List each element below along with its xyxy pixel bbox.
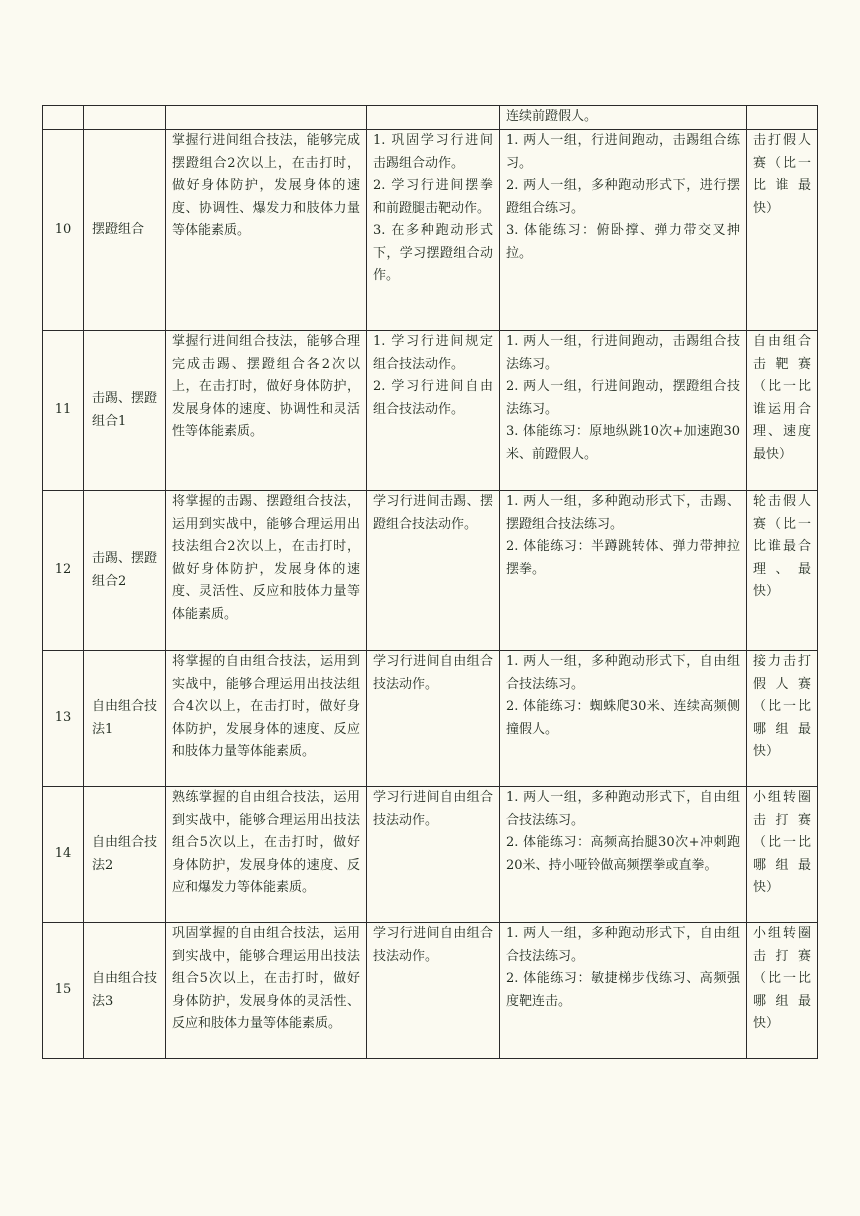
lesson-key-cell xyxy=(367,130,500,331)
lesson-name-cell: 自由组合技法3 xyxy=(84,923,166,1059)
lesson-key-cell xyxy=(367,106,500,130)
lesson-game-cell: 小组转圈击打赛（比一比哪组最快） xyxy=(747,787,818,923)
table-row xyxy=(43,106,818,130)
lesson-number-cell: 15 xyxy=(43,923,84,1059)
key-item: 学习行进间击踢、摆蹬组合技法动作。 xyxy=(373,494,493,532)
lesson-name-cell: 自由组合技法1 xyxy=(84,651,166,787)
lesson-practice-cell xyxy=(500,787,747,923)
practice-item: 2. 两人一组，行进间跑动，摆蹬组合技法练习。 xyxy=(506,379,740,417)
lesson-game-cell: 自由组合击靶赛（比一比谁运用合理、速度最快） xyxy=(747,331,818,491)
practice-item: 3. 体能练习：俯卧撑、弹力带交叉抻拉。 xyxy=(506,223,740,261)
lesson-goal-cell: 巩固掌握的自由组合技法，运用到实战中，能够合理运用出技法组合5次以上，在击打时，做好身体防护，发展身体的灵活性、反应和肢体力量等体能素质。 xyxy=(166,923,367,1059)
lesson-name-cell: 摆蹬组合 xyxy=(84,130,166,331)
lesson-name-cell: 击踢、摆蹬组合2 xyxy=(84,491,166,651)
practice-item: 2. 体能练习：蜘蛛爬30米、连续高频侧撞假人。 xyxy=(506,699,740,737)
lesson-number-cell: 10 xyxy=(43,130,84,331)
table-row xyxy=(43,923,818,1059)
lesson-game-cell: 击打假人赛（比一比谁最快） xyxy=(747,130,818,331)
practice-item: 连续前蹬假人。 xyxy=(506,109,598,124)
practice-item: 1. 两人一组，多种跑动形式下，击踢、摆蹬组合技法练习。 xyxy=(506,494,740,532)
lesson-name-cell: 自由组合技法2 xyxy=(84,787,166,923)
key-item: 学习行进间自由组合技法动作。 xyxy=(373,654,493,692)
lesson-key-cell xyxy=(367,331,500,491)
lesson-goal-cell: 将掌握的击踢、摆蹬组合技法，运用到实战中，能够合理运用出技法组合2次以上，在击打时，做好身体防护，发展身体的速度、灵活性、反应和肢体力量等体能素质。 xyxy=(166,491,367,651)
practice-item: 1. 两人一组，行进间跑动，击踢组合技法练习。 xyxy=(506,334,740,372)
practice-item: 2. 体能练习：高频高抬腿30次+冲刺跑20米、持小哑铃做高频摆拳或直拳。 xyxy=(506,835,740,873)
practice-item: 1. 两人一组，多种跑动形式下，自由组合技法练习。 xyxy=(506,790,740,828)
table-row xyxy=(43,130,818,331)
practice-item: 1. 两人一组，多种跑动形式下，自由组合技法练习。 xyxy=(506,654,740,692)
lesson-game-cell xyxy=(747,106,818,130)
lesson-number-cell: 14 xyxy=(43,787,84,923)
practice-item: 3. 体能练习：原地纵跳10次+加速跑30米、前蹬假人。 xyxy=(506,424,740,462)
lesson-game-cell: 轮击假人赛（比一比谁最合理、最快） xyxy=(747,491,818,651)
table-row xyxy=(43,787,818,923)
lesson-number-cell: 12 xyxy=(43,491,84,651)
lesson-key-cell xyxy=(367,491,500,651)
key-item: 1. 学习行进间规定组合技法动作。 xyxy=(373,334,493,372)
lesson-key-cell xyxy=(367,787,500,923)
lesson-goal-cell xyxy=(166,106,367,130)
key-item: 2. 学习行进间摆拳和前蹬腿击靶动作。 xyxy=(373,178,493,216)
lesson-goal-cell: 熟练掌握的自由组合技法，运用到实战中，能够合理运用出技法组合5次以上，在击打时，做好身体防护，发展身体的速度、反应和爆发力等体能素质。 xyxy=(166,787,367,923)
practice-item: 1. 两人一组，多种跑动形式下，自由组合技法练习。 xyxy=(506,926,740,964)
key-item: 3. 在多种跑动形式下，学习摆蹬组合动作。 xyxy=(373,223,493,283)
practice-item: 2. 体能练习：敏捷梯步伐练习、高频强度靶连击。 xyxy=(506,971,740,1009)
lesson-practice-cell xyxy=(500,130,747,331)
lesson-goal-cell: 将掌握的自由组合技法，运用到实战中，能够合理运用出技法组合4次以上，在击打时，做好身体防护，发展身体的速度、反应和肢体力量等体能素质。 xyxy=(166,651,367,787)
key-item: 学习行进间自由组合技法动作。 xyxy=(373,926,493,964)
table-row xyxy=(43,651,818,787)
table-row xyxy=(43,491,818,651)
lesson-number-cell xyxy=(43,106,84,130)
table-row xyxy=(43,331,818,491)
practice-item: 2. 体能练习：半蹲跳转体、弹力带抻拉摆拳。 xyxy=(506,539,740,577)
lesson-key-cell xyxy=(367,651,500,787)
key-item: 学习行进间自由组合技法动作。 xyxy=(373,790,493,828)
practice-item: 2. 两人一组，多种跑动形式下，进行摆蹬组合练习。 xyxy=(506,178,740,216)
lesson-number-cell: 11 xyxy=(43,331,84,491)
lesson-practice-cell xyxy=(500,651,747,787)
practice-item: 1. 两人一组，行进间跑动，击踢组合练习。 xyxy=(506,133,740,171)
lesson-game-cell: 小组转圈击打赛（比一比哪组最快） xyxy=(747,923,818,1059)
lesson-key-cell xyxy=(367,923,500,1059)
lesson-goal-cell: 掌握行进间组合技法，能够完成摆蹬组合2次以上，在击打时，做好身体防护，发展身体的速度、协调性、爆发力和肢体力量等体能素质。 xyxy=(166,130,367,331)
lesson-game-cell: 接力击打假人赛（比一比哪组最快） xyxy=(747,651,818,787)
key-item: 1. 巩固学习行进间击踢组合动作。 xyxy=(373,133,493,171)
lesson-practice-cell xyxy=(500,923,747,1059)
lesson-practice-cell xyxy=(500,491,747,651)
key-item: 2. 学习行进间自由组合技法动作。 xyxy=(373,379,493,417)
lesson-name-cell: 击踢、摆蹬组合1 xyxy=(84,331,166,491)
lesson-name-cell xyxy=(84,106,166,130)
lesson-plan-table xyxy=(42,105,818,1059)
lesson-practice-cell xyxy=(500,331,747,491)
lesson-number-cell: 13 xyxy=(43,651,84,787)
lesson-goal-cell: 掌握行进间组合技法，能够合理完成击踢、摆蹬组合各2次以上，在击打时，做好身体防护，发展身体的速度、协调性和灵活性等体能素质。 xyxy=(166,331,367,491)
lesson-practice-cell xyxy=(500,106,747,130)
